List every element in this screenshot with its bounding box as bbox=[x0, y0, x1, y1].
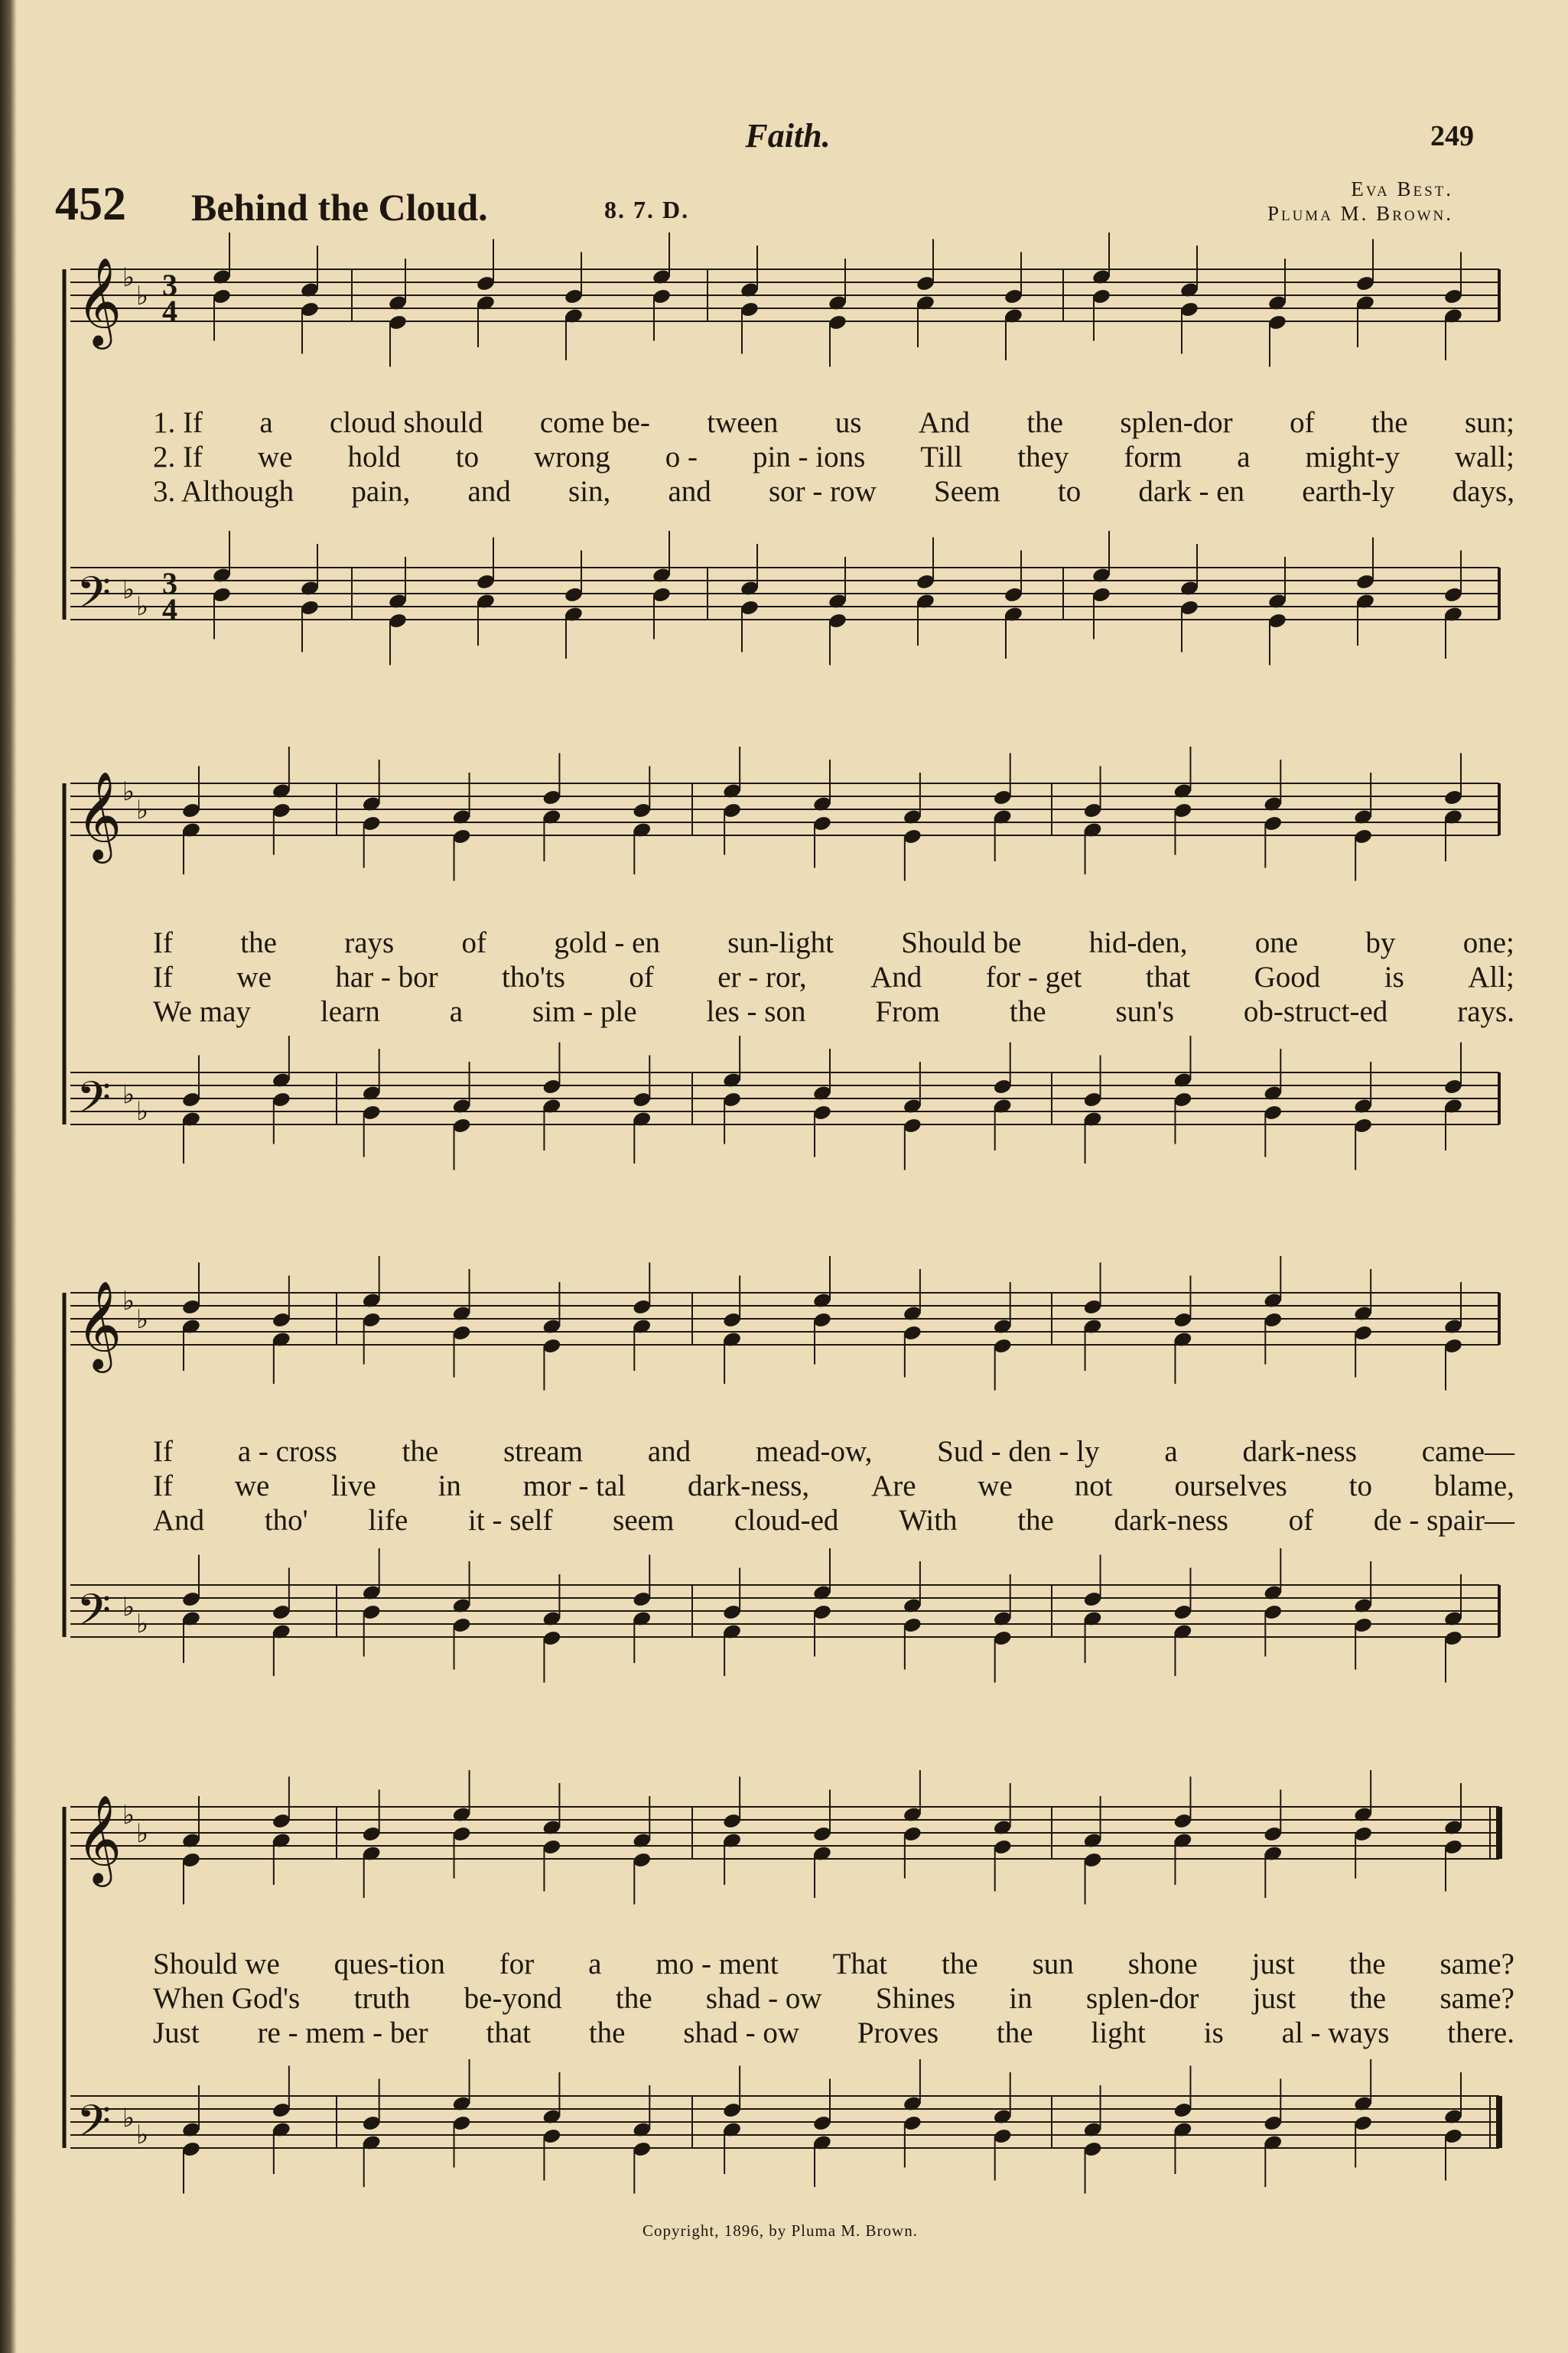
lyric-word: of bbox=[1288, 1504, 1314, 1537]
lyric-word: har - bor bbox=[335, 961, 438, 994]
lyric-word: With bbox=[899, 1504, 958, 1537]
time-signature-bottom: 4 bbox=[162, 294, 177, 328]
lyric-word: not bbox=[1074, 1469, 1113, 1502]
lyric-word: us bbox=[834, 406, 862, 439]
hymn-title: Behind the Cloud. bbox=[191, 186, 488, 229]
lyric-word: tho'ts bbox=[502, 961, 565, 994]
lyric-word: days, bbox=[1452, 475, 1514, 508]
flat-icon: ♭ bbox=[136, 795, 149, 825]
lyrics-system-1 bbox=[153, 405, 1514, 509]
lyric-word: wall; bbox=[1454, 441, 1514, 474]
lyric-word: o - bbox=[665, 441, 698, 474]
section-title: Faith. bbox=[745, 117, 831, 155]
flat-icon: ♭ bbox=[136, 1304, 149, 1335]
lyric-word: a bbox=[588, 1948, 602, 1980]
lyric-word: a bbox=[1164, 1435, 1178, 1468]
lyric-word: pin - ions bbox=[752, 441, 866, 474]
lyric-line-verse-3 bbox=[153, 2016, 1514, 2050]
lyric-word: the bbox=[1009, 995, 1046, 1028]
lyric-word: a bbox=[449, 995, 464, 1028]
lyric-line-verse-3 bbox=[153, 994, 1514, 1029]
lyric-word: one; bbox=[1462, 926, 1514, 959]
lyric-word: rays bbox=[344, 926, 395, 959]
lyric-word: is bbox=[1203, 2016, 1224, 2049]
lyrics-system-2 bbox=[153, 926, 1514, 1029]
lyric-word: light bbox=[1091, 2016, 1146, 2049]
lyric-word: mead-ow, bbox=[756, 1435, 873, 1468]
lyric-word: to bbox=[1057, 475, 1082, 508]
lyrics-system-4 bbox=[153, 1947, 1514, 2050]
lyric-word: we bbox=[978, 1469, 1013, 1502]
lyric-word: dark-ness bbox=[1114, 1504, 1228, 1537]
lyric-word: just bbox=[1251, 1948, 1295, 1980]
lyric-word: came— bbox=[1421, 1435, 1514, 1468]
lyric-line-verse-2 bbox=[153, 960, 1514, 994]
lyric-word: From bbox=[875, 995, 940, 1028]
flat-icon: ♭ bbox=[122, 1592, 135, 1622]
lyrics-system-3 bbox=[153, 1434, 1514, 1538]
bass-clef-icon: 𝄢 bbox=[76, 1072, 112, 1134]
lyric-word: ques-tion bbox=[333, 1948, 445, 1980]
lyric-word: we bbox=[234, 1469, 270, 1502]
lyric-word: When God's bbox=[153, 1982, 301, 2015]
lyric-word: a bbox=[259, 406, 273, 439]
lyric-line-verse-1 bbox=[153, 926, 1514, 960]
lyric-word: the bbox=[615, 1982, 652, 2015]
lyric-word: splen-dor bbox=[1086, 1982, 1199, 2015]
flat-icon: ♭ bbox=[122, 262, 135, 293]
lyric-word: same? bbox=[1440, 1982, 1514, 2015]
lyric-word: mo - ment bbox=[656, 1948, 779, 1980]
lyric-word: wrong bbox=[534, 441, 610, 474]
flat-icon: ♭ bbox=[136, 591, 149, 622]
lyric-word: 2. If bbox=[153, 441, 203, 474]
flat-icon: ♭ bbox=[122, 1286, 135, 1316]
lyric-line-verse-3 bbox=[153, 1503, 1514, 1538]
lyric-word: same? bbox=[1440, 1948, 1514, 1980]
lyric-word: stream bbox=[503, 1435, 584, 1468]
lyric-word: the bbox=[240, 926, 277, 959]
lyric-word: sun bbox=[1032, 1948, 1074, 1980]
lyric-word: we bbox=[257, 441, 293, 474]
flat-icon: ♭ bbox=[122, 1800, 135, 1831]
treble-clef-icon: 𝄞 bbox=[76, 770, 122, 860]
lyric-word: Sud - den - ly bbox=[937, 1435, 1100, 1468]
lyric-word: for bbox=[499, 1948, 535, 1980]
lyric-word: sun; bbox=[1464, 406, 1514, 439]
lyric-word: Proves bbox=[857, 2016, 939, 2049]
lyric-word: the bbox=[588, 2016, 626, 2049]
lyric-word: sin, bbox=[568, 475, 611, 508]
flat-icon: ♭ bbox=[136, 281, 149, 311]
lyric-word: re - mem - ber bbox=[257, 2016, 428, 2049]
lyric-word: to bbox=[1348, 1469, 1372, 1502]
bass-clef-icon: 𝄢 bbox=[76, 1584, 112, 1647]
flat-icon: ♭ bbox=[136, 1818, 149, 1849]
treble-clef-icon: 𝄞 bbox=[76, 1794, 122, 1883]
lyric-word: If bbox=[153, 961, 173, 994]
lyric-word: of bbox=[629, 961, 654, 994]
lyric-word: sun's bbox=[1115, 995, 1174, 1028]
lyric-word: shone bbox=[1127, 1948, 1198, 1980]
lyric-word: and bbox=[668, 475, 711, 508]
lyric-word: hid-den, bbox=[1088, 926, 1188, 959]
lyric-word: shad - ow bbox=[683, 2016, 799, 2049]
lyric-word: of bbox=[461, 926, 487, 959]
flat-icon: ♭ bbox=[122, 776, 135, 807]
page-number: 249 bbox=[1430, 120, 1474, 152]
lyric-word: they bbox=[1017, 441, 1069, 474]
lyric-word: in bbox=[1009, 1982, 1033, 2015]
lyricist-credit: Eva Best. bbox=[1351, 177, 1453, 200]
lyric-word: the bbox=[1017, 1504, 1054, 1537]
lyric-line-verse-2 bbox=[153, 1981, 1514, 2016]
lyric-word: form bbox=[1124, 441, 1183, 474]
lyric-word: sor - row bbox=[769, 475, 877, 508]
flat-icon: ♭ bbox=[136, 1096, 149, 1127]
lyric-word: is bbox=[1384, 961, 1404, 994]
lyric-word: might-y bbox=[1305, 441, 1400, 474]
lyric-word: 3. Although bbox=[153, 475, 294, 508]
copyright-notice: Copyright, 1896, by Pluma M. Brown. bbox=[642, 2221, 918, 2240]
lyric-word: 1. If bbox=[153, 406, 203, 439]
lyric-word: blame, bbox=[1433, 1469, 1514, 1502]
lyric-word: the bbox=[1349, 1982, 1387, 2015]
lyric-word: come be- bbox=[539, 406, 650, 439]
lyric-word: And bbox=[153, 1504, 205, 1537]
lyric-word: splen-dor bbox=[1120, 406, 1233, 439]
lyric-word: in bbox=[438, 1469, 461, 1502]
lyric-word: a bbox=[1237, 441, 1251, 474]
lyric-word: pain, bbox=[351, 475, 411, 508]
lyric-word: ob-struct-ed bbox=[1243, 995, 1388, 1028]
time-signature-bottom: 4 bbox=[162, 592, 177, 626]
lyric-word: Shines bbox=[875, 1982, 955, 2015]
lyric-word: hold bbox=[347, 441, 401, 474]
lyric-word: a - cross bbox=[237, 1435, 337, 1468]
lyric-word: dark - en bbox=[1138, 475, 1245, 508]
lyric-word: cloud should bbox=[330, 406, 483, 439]
lyric-word: gold - en bbox=[554, 926, 660, 959]
lyric-word: de - spair— bbox=[1373, 1504, 1514, 1537]
lyric-line-verse-1 bbox=[153, 1947, 1514, 1981]
lyric-word: ourselves bbox=[1174, 1469, 1287, 1502]
hymn-meter: 8. 7. D. bbox=[604, 196, 690, 223]
lyric-word: Till bbox=[920, 441, 963, 474]
lyric-word: the bbox=[942, 1948, 978, 1980]
flat-icon: ♭ bbox=[122, 1079, 135, 1110]
lyric-word: one bbox=[1254, 926, 1299, 959]
lyric-word: tho' bbox=[264, 1504, 308, 1537]
lyric-word: We may bbox=[153, 995, 251, 1028]
lyric-word: al - ways bbox=[1281, 2016, 1390, 2049]
lyric-word: dark-ness, bbox=[687, 1469, 810, 1502]
hymn-number: 452 bbox=[55, 178, 126, 230]
lyric-line-verse-1 bbox=[153, 405, 1514, 440]
lyric-word: er - ror, bbox=[717, 961, 807, 994]
time-signature-top: 3 bbox=[162, 566, 177, 600]
treble-clef-icon: 𝄞 bbox=[76, 256, 122, 346]
lyric-word: Good bbox=[1254, 961, 1321, 994]
lyric-word: the bbox=[996, 2016, 1033, 2049]
lyric-word: there. bbox=[1447, 2016, 1514, 2049]
lyric-word: Just bbox=[153, 2016, 200, 2049]
lyric-word: If bbox=[153, 926, 173, 959]
lyric-word: we bbox=[236, 961, 272, 994]
lyric-line-verse-3 bbox=[153, 474, 1514, 509]
flat-icon: ♭ bbox=[136, 2120, 149, 2150]
lyric-word: by bbox=[1365, 926, 1396, 959]
lyric-word: life bbox=[368, 1504, 408, 1537]
lyric-word: just bbox=[1252, 1982, 1296, 2015]
lyric-word: live bbox=[331, 1469, 376, 1502]
lyric-word: Seem bbox=[934, 475, 1000, 508]
treble-clef-icon: 𝄞 bbox=[76, 1280, 122, 1369]
lyric-word: All; bbox=[1468, 961, 1514, 994]
lyric-word: mor - tal bbox=[522, 1469, 626, 1502]
lyric-word: Should we bbox=[153, 1948, 280, 1980]
lyric-word: for - get bbox=[985, 961, 1082, 994]
composer-credit: Pluma M. Brown. bbox=[1267, 202, 1453, 225]
lyric-word: of bbox=[1290, 406, 1315, 439]
lyric-word: And bbox=[918, 406, 970, 439]
lyric-word: and bbox=[467, 475, 511, 508]
lyric-word: earth-ly bbox=[1302, 475, 1395, 508]
flat-icon: ♭ bbox=[122, 2103, 135, 2133]
time-signature-top: 3 bbox=[162, 268, 177, 302]
lyric-word: learn bbox=[320, 995, 380, 1028]
lyric-word: Should be bbox=[901, 926, 1022, 959]
lyric-word: If bbox=[153, 1435, 173, 1468]
lyric-word: rays. bbox=[1457, 995, 1514, 1028]
lyric-word: And bbox=[870, 961, 922, 994]
lyric-line-verse-2 bbox=[153, 1469, 1514, 1503]
lyric-word: the bbox=[402, 1435, 439, 1468]
bass-clef-icon: 𝄢 bbox=[76, 2095, 112, 2158]
lyric-line-verse-2 bbox=[153, 440, 1514, 474]
lyric-word: shad - ow bbox=[705, 1982, 822, 2015]
lyric-word: the bbox=[1371, 406, 1408, 439]
flat-icon: ♭ bbox=[136, 1609, 149, 1639]
lyric-word: cloud-ed bbox=[734, 1504, 839, 1537]
lyric-line-verse-1 bbox=[153, 1434, 1514, 1469]
lyric-word: dark-ness bbox=[1242, 1435, 1357, 1468]
bass-clef-icon: 𝄢 bbox=[76, 567, 112, 630]
lyric-word: seem bbox=[613, 1504, 675, 1537]
lyric-word: truth bbox=[353, 1982, 411, 2015]
lyric-word: and bbox=[647, 1435, 691, 1468]
lyric-word: to bbox=[455, 441, 480, 474]
lyric-word: tween bbox=[707, 406, 779, 439]
lyric-word: Are bbox=[871, 1469, 916, 1502]
lyric-word: les - son bbox=[706, 995, 806, 1028]
lyric-word: be-yond bbox=[464, 1982, 562, 2015]
lyric-word: sun-light bbox=[727, 926, 834, 959]
lyric-word: that bbox=[1145, 961, 1191, 994]
lyric-word: that bbox=[486, 2016, 531, 2049]
lyric-word: That bbox=[832, 1948, 888, 1980]
lyric-word: sim - ple bbox=[532, 995, 637, 1028]
lyric-word: If bbox=[153, 1469, 173, 1502]
lyric-word: the bbox=[1026, 406, 1063, 439]
flat-icon: ♭ bbox=[122, 574, 135, 605]
lyric-word: the bbox=[1348, 1948, 1386, 1980]
lyric-word: it - self bbox=[468, 1504, 553, 1537]
